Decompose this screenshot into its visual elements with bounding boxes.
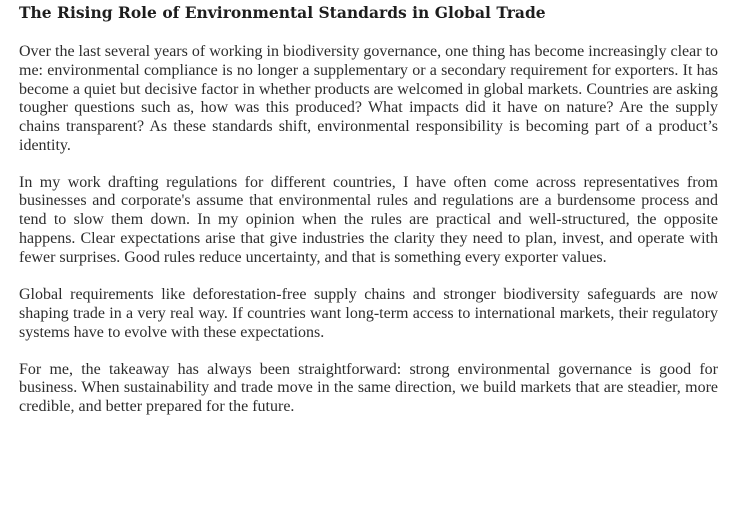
article-paragraph-1: Over the last several years of working in biodiversity governance, one thing has become increasingly clear to me: environmental compliance is no longer a supplementary or a secondary requirement for exporters. It has become a quiet but decisive factor in whether products are welcomed in global markets. Countries are asking tougher questions such as, how was this produced? What impacts did it have on nature? Are the supply chains transparent? As these standards shift, environmental responsibility is becoming part of a product’s identity. bbox=[19, 43, 718, 154]
article-paragraph-3: Global requirements like deforestation-free supply chains and stronger biodiversity safeguards are now shaping trade in a very real way. If countries want long-term access to international markets, their regulatory systems have to evolve with these expectations. bbox=[19, 286, 718, 341]
article-paragraph-4: For me, the takeaway has always been straightforward: strong environmental governance is good for business. When sustainability and trade move in the same direction, we build markets that are steadier, more credible, and better prepared for the future. bbox=[19, 360, 718, 415]
article-title: The Rising Role of Environmental Standards in Global Trade bbox=[19, 3, 546, 22]
article bbox=[19, 0, 718, 417]
article-paragraph-2: In my work drafting regulations for different countries, I have often come across representatives from businesses and corporate's assume that environmental rules and regulations are a burdensome process and tend to slow them down. In my opinion when the rules are practical and well-structured, the opposite happens. Clear expectations arise that give industries the clarity they need to plan, invest, and operate with fewer surprises. Good rules reduce uncertainty, and that is something every exporter values. bbox=[19, 173, 718, 266]
